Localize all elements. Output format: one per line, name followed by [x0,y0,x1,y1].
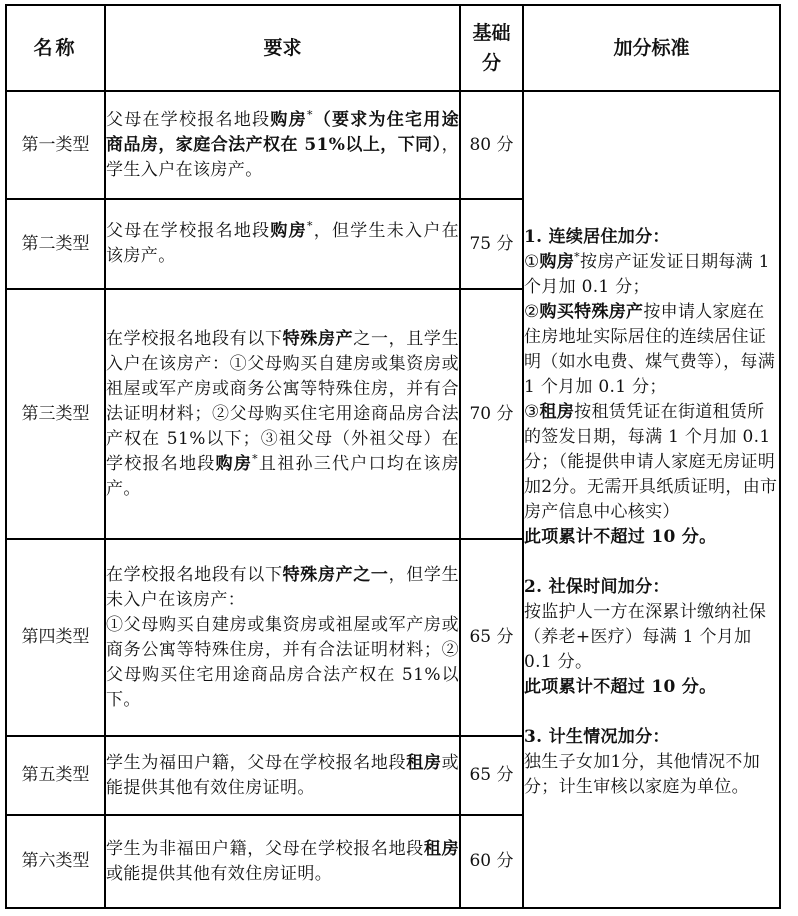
type-requirement [105,199,460,289]
header-row [6,5,780,91]
bold-text: 购房 [270,221,307,241]
text-segment: 在学校报名地段有以下 [106,564,283,585]
bold-text: 此项累计不超过 10 分。 [524,676,717,697]
header-base-score-line2: 分 [481,52,501,74]
type-name: 第三类型 [6,289,105,539]
header-requirement: 要求 [105,5,460,91]
text-segment: 按租赁凭证在街道租赁所的签发日期，每满 1 个月加 0.1 分；（能提供申请人家庭无房证明加2分。无需开具纸质证明，由市房产信息中心核实） [524,401,778,522]
text-segment: ①父母购买自建房或集资房或祖屋或军产房或商务公寓等特殊住房，并有合法证明材料；②父母购买住宅用途商品房合法产权在 51%以下。 [106,614,459,710]
text-segment: 按房产证发证日期每满 1 个月加 0.1 分； [524,251,770,297]
bonus-line [524,725,779,750]
header-bonus: 加分标准 [523,5,780,91]
text-segment: 学生为福田户籍，父母在学校报名地段 [106,752,407,773]
header-name: 名称 [6,5,105,91]
bonus-line [524,400,779,525]
text-segment: ，但学生未入户在该房产。 [106,221,459,266]
type-name: 第五类型 [6,736,105,815]
bold-text: 租房 [423,838,459,859]
text-segment: 之一，且学生入户在该房产：①父母购买自建房或集资房或祖屋或军产房或商务公寓等特殊住房，并有合法证明材料；②父母购买住宅用途商品房合法产权在 51%以下；③祖父母（外祖父母）在学校报名地段 [106,328,459,474]
type-name: 第六类型 [6,815,105,908]
text-segment: 按监护人一方在深累计缴纳社保（养老+医疗）每满 1 个月加 0.1 分。 [524,601,767,672]
bold-text: （要求为住宅用途商品房，家庭合法产权在 51%以上，下同） [106,109,459,155]
base-score: 65 分 [460,736,523,815]
bold-text: 2. 社保时间加分： [524,576,670,597]
bonus-list [524,200,779,800]
table-row [6,91,780,199]
header-base-score-line1: 基础 [472,22,511,44]
type-requirement [105,815,460,908]
text-segment: 父母在学校报名地段 [106,109,271,130]
type-name: 第四类型 [6,539,105,736]
bonus-criteria [523,91,780,908]
asterisk-mark: * [574,249,580,263]
admission-points-table [5,4,781,909]
text-segment: 或能提供其他有效住房证明。 [106,752,459,798]
spacer [524,700,779,725]
text-segment: 或能提供其他有效住房证明。 [106,863,333,884]
text-segment: 按申请人家庭在住房地址实际居住的连续居住证明（如水电费、煤气费等），每满 1 个月加 0.1 分； [524,301,775,397]
bold-text: 特殊房产之一 [282,564,389,585]
bold-text: 1. 连续居住加分： [524,226,670,247]
text-segment: ① [524,251,540,272]
bonus-line [524,750,779,800]
base-score: 65 分 [460,539,523,736]
spacer [524,550,779,575]
type-name: 第二类型 [6,199,105,289]
text-segment: ③ [524,401,540,422]
bold-text: 购买特殊房产 [539,301,644,322]
base-score: 70 分 [460,289,523,539]
bonus-line [524,300,779,400]
text-segment: ② [524,301,540,322]
bold-text: 租房 [406,752,442,773]
bold-text: 购房 [215,453,253,474]
base-score: 60 分 [460,815,523,908]
bonus-line [524,525,779,550]
bonus-line [524,250,779,300]
type-requirement [105,539,460,736]
bonus-line [524,225,779,250]
bold-text: 3. 计生情况加分： [524,726,670,747]
bonus-line [524,600,779,675]
base-score: 75 分 [460,199,523,289]
text-segment: 在学校报名地段有以下 [106,328,283,349]
asterisk-mark: * [252,451,259,465]
bonus-line [524,575,779,600]
text-segment: 独生子女加1分，其他情况不加分；计生审核以家庭为单位。 [524,751,761,797]
type-requirement [105,736,460,815]
bonus-line [524,675,779,700]
text-segment: 学生为非福田户籍，父母在学校报名地段 [106,838,424,859]
bold-text: 特殊房产 [282,328,354,349]
text-segment: ，学生入户在该房产。 [106,134,459,180]
asterisk-mark: * [306,107,313,121]
header-base-score [460,5,523,91]
asterisk-mark: * [306,219,313,233]
bold-text: 购房 [539,251,575,272]
bold-text: 购房 [270,109,307,130]
type-requirement [105,91,460,199]
base-score: 80 分 [460,91,523,199]
text-segment: ，但学生未入户在该房产： [106,564,459,610]
type-requirement [105,289,460,539]
text-segment: 父母在学校报名地段 [106,221,271,241]
bold-text: 租房 [539,401,575,422]
text-segment: 且祖孙三代户口均在该房产。 [106,453,459,499]
spacer [524,200,779,225]
bold-text: 此项累计不超过 10 分。 [524,526,717,547]
type-name: 第一类型 [6,91,105,199]
